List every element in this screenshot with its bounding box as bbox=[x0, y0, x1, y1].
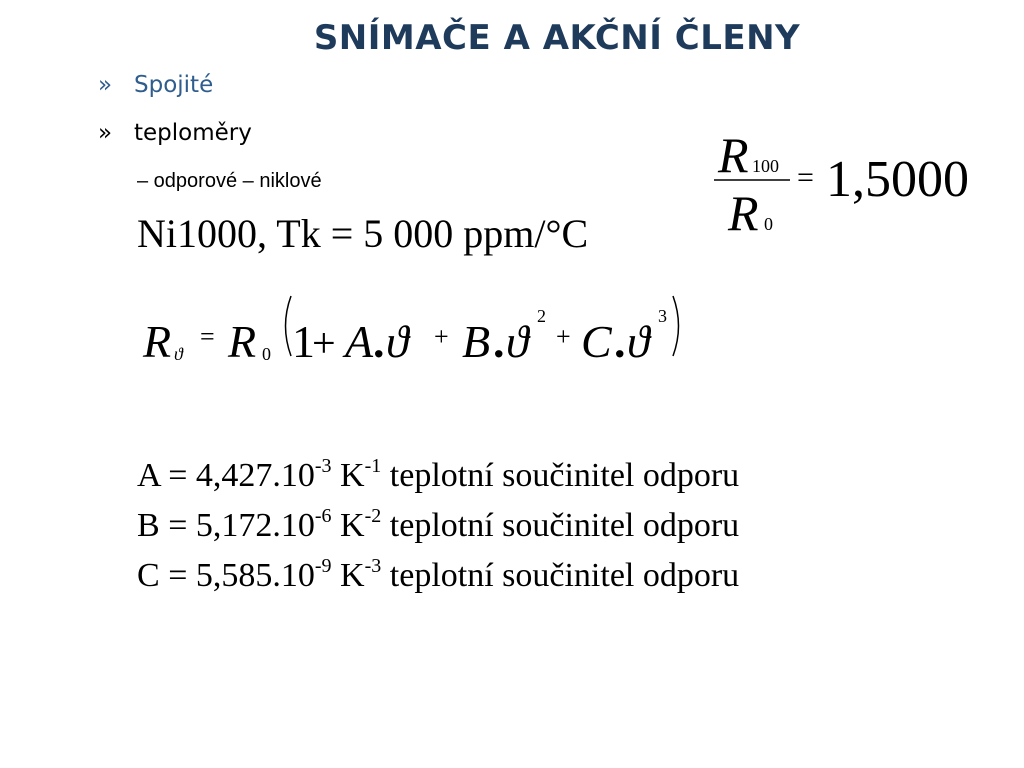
coef-exponent: -3 bbox=[314, 455, 332, 477]
coef-c: C bbox=[581, 316, 612, 367]
term-one: 1 bbox=[292, 316, 315, 367]
coef-description: teplotní součinitel odporu bbox=[389, 457, 740, 494]
coef-unit-exponent: -1 bbox=[364, 455, 382, 477]
left-paren bbox=[286, 296, 292, 356]
coef-equals: = bbox=[168, 507, 188, 544]
coef-equals: = bbox=[168, 557, 188, 594]
ratio-num-sub: 100 bbox=[752, 156, 779, 176]
coef-unit: K bbox=[340, 507, 365, 544]
dot-b: . bbox=[493, 316, 505, 367]
bullet-text: Spojité bbox=[134, 72, 214, 98]
coef-mantissa: 5,172.10 bbox=[195, 507, 315, 544]
coef-unit: K bbox=[340, 457, 365, 494]
coef-exponent: -9 bbox=[314, 555, 332, 577]
bullet-marker: » bbox=[98, 120, 113, 146]
coef-mantissa: 5,585.10 bbox=[195, 557, 315, 594]
coef-equals: = bbox=[168, 457, 188, 494]
sensor-spec: Ni1000, Tk = 5 000 ppm/°C bbox=[137, 211, 589, 256]
coef-description: teplotní součinitel odporu bbox=[389, 557, 740, 594]
ratio-num-symbol: R bbox=[718, 127, 749, 183]
theta-c: ϑ bbox=[627, 316, 650, 367]
lhs-symbol: R bbox=[143, 316, 172, 367]
ratio-equals: = bbox=[797, 161, 814, 194]
slide-title: SNÍMAČE A AKČNÍ ČLENY bbox=[313, 18, 801, 58]
r0-symbol: R bbox=[228, 316, 257, 367]
dot-a: . bbox=[373, 316, 385, 367]
theta-b: ϑ bbox=[506, 316, 529, 367]
resistance-formula bbox=[142, 296, 679, 367]
right-paren bbox=[673, 296, 679, 356]
coefficient-b bbox=[137, 505, 739, 545]
r0-sub: 0 bbox=[262, 344, 271, 364]
ratio-formula bbox=[714, 127, 969, 241]
bullet-marker: » bbox=[98, 72, 113, 98]
plus-3: + bbox=[556, 322, 571, 351]
coef-letter: A bbox=[137, 457, 160, 494]
lhs-sub: ϑ bbox=[174, 344, 183, 364]
plus-1: + bbox=[312, 321, 336, 367]
coef-letter: B bbox=[137, 507, 160, 544]
coef-a: A bbox=[345, 316, 374, 367]
coef-unit-exponent: -2 bbox=[364, 505, 382, 527]
coef-b: B bbox=[462, 316, 491, 367]
bullet-text: teploměry bbox=[134, 120, 252, 146]
coef-description: teplotní součinitel odporu bbox=[389, 507, 740, 544]
coef-unit-exponent: -3 bbox=[364, 555, 382, 577]
coef-letter: C bbox=[137, 557, 160, 594]
coefficient-c bbox=[137, 555, 739, 595]
ratio-den-symbol: R bbox=[728, 185, 759, 241]
coef-exponent: -6 bbox=[314, 505, 332, 527]
coef-unit: K bbox=[340, 557, 365, 594]
exp-3: 3 bbox=[658, 306, 667, 326]
formula-equals: = bbox=[200, 322, 215, 351]
coefficient-a bbox=[137, 455, 739, 495]
ratio-value: 1,5000 bbox=[826, 151, 969, 208]
ratio-den-sub: 0 bbox=[764, 214, 773, 234]
exp-2: 2 bbox=[537, 306, 546, 326]
subitem-odporove: – odporové – niklové bbox=[137, 170, 322, 192]
plus-2: + bbox=[434, 322, 449, 351]
dot-c: . bbox=[614, 316, 626, 367]
theta-a: ϑ bbox=[386, 316, 409, 367]
coef-mantissa: 4,427.10 bbox=[195, 457, 315, 494]
